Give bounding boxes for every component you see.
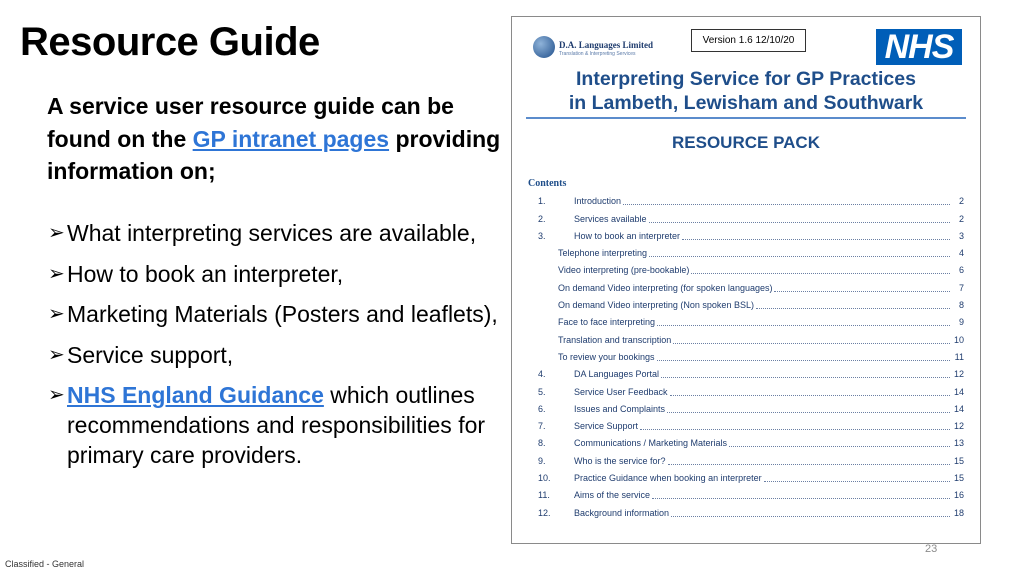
nhs-england-guidance-link[interactable]: NHS England Guidance — [67, 382, 324, 408]
toc-number: 5. — [538, 386, 546, 397]
toc-leader — [661, 377, 950, 378]
toc-label: Service Support — [574, 421, 639, 432]
toc-leader — [623, 204, 950, 205]
toc-leader — [668, 464, 950, 465]
toc-page: 14 — [953, 386, 964, 397]
toc-label: To review your bookings — [558, 351, 655, 362]
slide-title: Resource Guide — [20, 20, 320, 64]
toc-row — [528, 501, 964, 518]
toc-label: Service User Feedback — [574, 386, 668, 397]
arrow-bullet-icon: ➢ — [48, 262, 65, 285]
toc-label: Video interpreting (pre-bookable) — [558, 265, 690, 276]
toc-leader — [652, 498, 950, 499]
toc-label: Practice Guidance when booking an interpreter — [574, 473, 762, 484]
da-languages-logo-icon — [533, 36, 555, 58]
toc-page: 14 — [953, 403, 964, 414]
version-box: Version 1.6 12/10/20 — [691, 29, 806, 52]
classification-label: Classified - General — [5, 559, 85, 569]
toc-label: On demand Video interpreting (for spoken languages) — [558, 282, 773, 293]
toc-label: DA Languages Portal — [574, 369, 660, 380]
toc-page: 13 — [953, 438, 964, 449]
resource-pack-document-image — [511, 16, 981, 544]
toc-leader — [649, 256, 950, 257]
toc-row — [528, 398, 964, 415]
toc-number: 12. — [538, 507, 551, 518]
toc-row — [528, 415, 964, 432]
toc-label: Services available — [574, 213, 647, 224]
arrow-bullet-icon: ➢ — [48, 384, 65, 406]
toc-leader — [774, 291, 950, 292]
title-divider — [526, 117, 966, 119]
toc-number: 8. — [538, 438, 546, 449]
toc-leader — [640, 429, 950, 430]
nhs-logo: NHS — [876, 29, 962, 65]
arrow-bullet-icon: ➢ — [48, 222, 65, 244]
toc-page: 10 — [953, 334, 964, 345]
toc-label: Background information — [574, 507, 670, 518]
bullet-text: Service support, — [67, 341, 234, 368]
company-name: D.A. Languages Limited — [559, 40, 654, 50]
toc-row — [528, 328, 964, 345]
table-of-contents — [528, 190, 964, 519]
toc-page: 2 — [958, 196, 964, 207]
toc-row — [528, 190, 964, 207]
toc-row — [528, 363, 964, 380]
toc-page: 8 — [958, 300, 964, 311]
toc-label: Aims of the service — [574, 490, 651, 501]
toc-number: 2. — [538, 213, 546, 224]
bullet-list — [48, 218, 518, 481]
arrow-bullet-icon: ➢ — [48, 343, 65, 366]
bullet-item — [48, 299, 518, 329]
toc-row — [528, 380, 964, 397]
toc-label: Telephone interpreting — [558, 248, 648, 259]
toc-leader — [670, 395, 950, 396]
toc-row — [528, 294, 964, 311]
document-subtitle: RESOURCE PACK — [672, 133, 820, 152]
toc-page: 18 — [953, 507, 964, 518]
gp-intranet-link[interactable]: GP intranet pages — [192, 125, 390, 152]
toc-label: Communications / Marketing Materials — [574, 438, 728, 449]
document-title — [512, 67, 980, 115]
toc-row — [528, 225, 964, 242]
toc-number: 9. — [538, 455, 546, 466]
toc-leader — [673, 343, 950, 344]
toc-row — [528, 432, 964, 449]
toc-page: 6 — [958, 265, 964, 276]
document-title-line-2: in Lambeth, Lewisham and Southwark — [568, 92, 924, 114]
intro-text-part-2: providing information on; — [47, 125, 501, 184]
toc-page: 15 — [953, 473, 964, 484]
toc-page: 16 — [953, 490, 964, 501]
toc-leader — [682, 239, 950, 240]
toc-page: 11 — [954, 351, 964, 362]
toc-leader — [691, 273, 950, 274]
bullet-text: Marketing Materials (Posters and leaflets), — [67, 301, 498, 327]
toc-label: On demand Video interpreting (Non spoken BSL) — [558, 300, 754, 311]
page-number: 23 — [925, 543, 938, 555]
company-tagline: Translation & Interpreting Services — [559, 51, 636, 57]
toc-row — [528, 242, 964, 259]
toc-page: 15 — [953, 455, 964, 466]
toc-label: Face to face interpreting — [558, 317, 656, 328]
toc-number: 6. — [538, 403, 546, 414]
toc-label: Introduction — [574, 196, 622, 207]
toc-leader — [756, 308, 950, 309]
toc-row — [528, 449, 964, 466]
toc-row — [528, 346, 964, 363]
intro-text — [47, 90, 507, 188]
bullet-item — [48, 380, 518, 470]
toc-page: 12 — [953, 369, 964, 380]
toc-row — [528, 311, 964, 328]
toc-page: 2 — [958, 213, 964, 224]
toc-leader — [649, 222, 950, 223]
toc-label: How to book an interpreter — [574, 230, 681, 241]
toc-page: 9 — [958, 317, 964, 328]
toc-number: 3. — [538, 230, 546, 241]
bullet-item — [48, 218, 518, 248]
toc-row — [528, 467, 964, 484]
toc-leader — [657, 325, 950, 326]
toc-page: 12 — [953, 421, 964, 432]
bullet-item — [48, 340, 518, 370]
toc-number: 4. — [538, 369, 546, 380]
toc-label: Who is the service for? — [574, 455, 666, 466]
toc-leader — [657, 360, 950, 361]
toc-leader — [667, 412, 950, 413]
toc-row — [528, 484, 964, 501]
toc-leader — [729, 446, 950, 447]
toc-row — [528, 207, 964, 224]
bullet-text: which outlines recommendations and responsibilities for primary care providers. — [67, 382, 486, 468]
document-title-line-1: Interpreting Service for GP Practices — [576, 68, 916, 90]
toc-number: 10. — [538, 473, 551, 484]
toc-page: 4 — [958, 248, 964, 259]
toc-number: 1. — [538, 196, 546, 207]
toc-label: Translation and transcription — [558, 334, 672, 345]
toc-number: 11. — [538, 490, 550, 501]
bullet-text: What interpreting services are available, — [67, 220, 477, 246]
bullet-item — [48, 259, 518, 289]
arrow-bullet-icon: ➢ — [48, 303, 65, 325]
toc-number: 7. — [538, 421, 546, 432]
toc-row — [528, 259, 964, 276]
toc-row — [528, 276, 964, 293]
toc-leader — [764, 481, 950, 482]
bullet-text: How to book an interpreter, — [67, 260, 344, 287]
contents-heading: Contents — [528, 178, 567, 189]
toc-label: Issues and Complaints — [574, 403, 666, 414]
toc-page: 3 — [958, 230, 964, 241]
intro-text-part-1: A service user resource guide can be found on the — [47, 93, 454, 152]
toc-page: 7 — [958, 282, 964, 293]
toc-leader — [671, 516, 950, 517]
